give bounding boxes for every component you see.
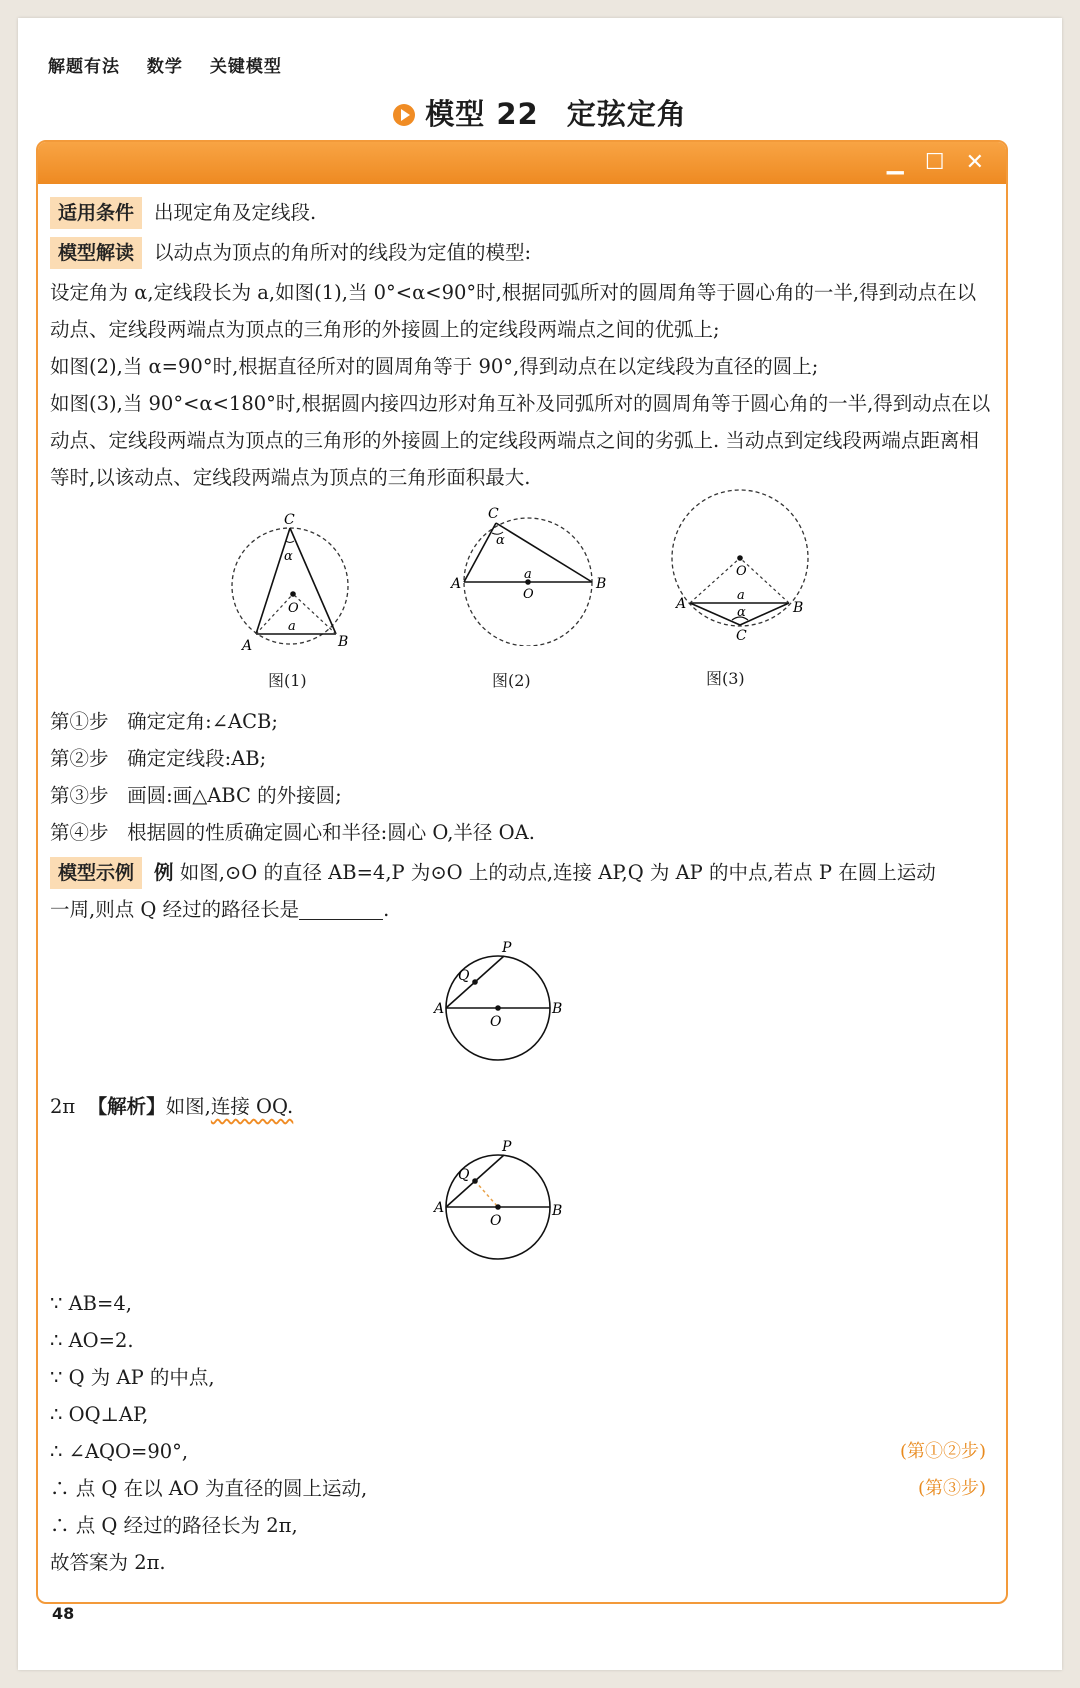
- example-tag: 模型示例: [50, 857, 142, 889]
- maximize-icon[interactable]: ☐: [924, 150, 945, 175]
- ex-label-o: O: [490, 1014, 502, 1030]
- solution-line-with-note: [50, 1470, 994, 1507]
- ex-label-q: Q: [458, 968, 470, 984]
- steps-list: [50, 703, 994, 851]
- solution-line: 故答案为 2π.: [50, 1551, 166, 1574]
- step-note-1-2: (第①②步): [899, 1441, 986, 1462]
- solution-figure: [418, 1135, 568, 1265]
- example-block: [50, 854, 994, 928]
- example-figure: [418, 936, 568, 1066]
- card-content: [50, 194, 994, 1581]
- step-note-3: (第③步): [917, 1478, 986, 1499]
- step-item: [50, 740, 994, 777]
- solution-line: ∴ ∠AQO=90°,: [50, 1440, 189, 1463]
- solution-line: ∴ 点 Q 在以 AO 为直径的圆上运动,: [50, 1477, 368, 1500]
- solution-line: ∴ AO=2.: [50, 1329, 134, 1352]
- fig3-label-o: O: [736, 564, 747, 579]
- fig3-label-a: A: [676, 596, 687, 612]
- sol-label-o: O: [490, 1213, 502, 1229]
- fig1-label-c: C: [284, 512, 295, 528]
- conditions-row: [50, 194, 994, 234]
- interpretation-para-2: 如图(2),当 α=90°时,根据直径所对的圆周角等于 90°,得到动点在以定线段为直径的圆上;: [50, 355, 819, 378]
- figure-2: [446, 496, 616, 646]
- ex-label-a: A: [434, 1001, 445, 1017]
- model-card: [36, 140, 1008, 1604]
- ex-label-b: B: [552, 1001, 563, 1017]
- fig2-label-c: C: [488, 506, 499, 522]
- step-text: 确定定角:∠ACB;: [127, 710, 278, 733]
- figure-3-caption: 图(3): [706, 669, 745, 688]
- fig1-label-o: O: [288, 601, 299, 616]
- model-name: 定弦定角: [566, 97, 687, 131]
- solution-intro-highlight: 连接 OQ.: [210, 1095, 294, 1118]
- page-number: 48: [52, 1604, 75, 1623]
- ex-label-p: P: [502, 940, 512, 956]
- sol-label-b: B: [552, 1203, 563, 1219]
- solution-figure-wrap: [50, 1125, 994, 1285]
- fig1-label-a: A: [242, 638, 253, 654]
- figure-3: [660, 486, 820, 646]
- fig1-label-b: B: [338, 634, 349, 650]
- solution-line: ∵ AB=4,: [50, 1292, 132, 1315]
- play-icon: [393, 104, 415, 126]
- minimize-icon[interactable]: ▁: [886, 150, 904, 175]
- fig2-label-a-small: a: [524, 567, 532, 582]
- model-figures: [50, 496, 994, 701]
- fig2-label-alpha: α: [496, 533, 505, 548]
- step-text: 确定定线段:AB;: [127, 747, 267, 770]
- step-item: [50, 703, 994, 740]
- model-number: 模型 22: [425, 97, 539, 131]
- step-label: 第①步: [50, 710, 109, 733]
- solution-line: ∴ 点 Q 经过的路径长为 2π,: [50, 1514, 298, 1537]
- example-prefix: 例: [154, 861, 174, 884]
- header-item-topic: 关键模型: [209, 57, 282, 77]
- solution-lines: [50, 1285, 994, 1581]
- example-line-2: 一周,则点 Q 经过的路径长是: [50, 898, 300, 921]
- fig2-label-a: A: [451, 576, 462, 592]
- header-item-book: 解题有法: [48, 57, 120, 77]
- page-title: [0, 92, 1080, 133]
- solution-line-with-note: [50, 1433, 994, 1470]
- example-line-2-end: .: [383, 898, 390, 921]
- fig1-label-alpha: α: [284, 549, 293, 564]
- step-text: 画圆:画△ABC 的外接圆;: [127, 784, 342, 807]
- solution-intro: [50, 1088, 994, 1125]
- card-title-bar: [38, 142, 1006, 184]
- interpretation-row: [50, 234, 994, 274]
- solution-line: ∴ OQ⊥AP,: [50, 1403, 149, 1426]
- sol-label-q: Q: [458, 1167, 470, 1183]
- conditions-text: 出现定角及定线段.: [154, 201, 317, 224]
- step-label: 第②步: [50, 747, 109, 770]
- close-icon[interactable]: ✕: [965, 150, 984, 175]
- figure-1: [220, 508, 360, 658]
- sol-label-a: A: [434, 1200, 445, 1216]
- fig2-label-b: B: [596, 576, 607, 592]
- conditions-tag: 适用条件: [50, 197, 142, 229]
- step-label: 第③步: [50, 784, 109, 807]
- step-text: 根据圆的性质确定圆心和半径:圆心 O,半径 OA.: [127, 821, 535, 844]
- step-item: [50, 814, 994, 851]
- solution-line: ∵ Q 为 AP 的中点,: [50, 1366, 215, 1389]
- solution-answer: 2π: [50, 1095, 76, 1118]
- example-figure-wrap: [50, 928, 994, 1088]
- figure-2-caption: 图(2): [492, 671, 531, 690]
- fig1-label-a-small: a: [288, 619, 296, 634]
- figure-1-caption: 图(1): [268, 671, 307, 690]
- example-line-1: 如图,⊙O 的直径 AB=4,P 为⊙O 上的动点,连接 AP,Q 为 AP 的中点,若点 P 在圆上运动: [179, 861, 936, 884]
- interpretation-tag: 模型解读: [50, 237, 142, 269]
- fig3-label-b: B: [793, 600, 804, 616]
- solution-intro-text: 如图,: [165, 1095, 211, 1118]
- interpretation-para-1: 设定角为 α,定线段长为 a,如图(1),当 0°<α<90°时,根据同弧所对的圆周角等于圆心角的一半,得到动点在以动点、定线段两端点为顶点的三角形的外接圆上的定线段两端点之间的优弧上;: [50, 281, 977, 341]
- solution-tag: 【解析】: [87, 1095, 166, 1118]
- answer-blank: [299, 899, 383, 920]
- interpretation-intro: 以动点为顶点的角所对的线段为定值的模型:: [154, 241, 532, 264]
- fig3-label-c: C: [736, 628, 747, 644]
- fig3-label-alpha: α: [737, 605, 746, 620]
- fig2-label-o: O: [523, 587, 534, 602]
- fig3-label-a-small: a: [737, 588, 745, 603]
- interpretation-para-3: 如图(3),当 90°<α<180°时,根据圆内接四边形对角互补及同弧所对的圆周角等于圆心角的一半,得到动点在以动点、定线段两端点为顶点的三角形的外接圆上的定线段两端点之间的劣弧上. 当动点到定线段两端点距离相等时,以该动点、定线段两端点为顶点的三角形面积最大.: [50, 392, 991, 489]
- step-label: 第④步: [50, 821, 109, 844]
- step-item: [50, 777, 994, 814]
- page-header: [48, 52, 302, 77]
- sol-label-p: P: [502, 1139, 512, 1155]
- header-item-subject: 数学: [146, 57, 183, 77]
